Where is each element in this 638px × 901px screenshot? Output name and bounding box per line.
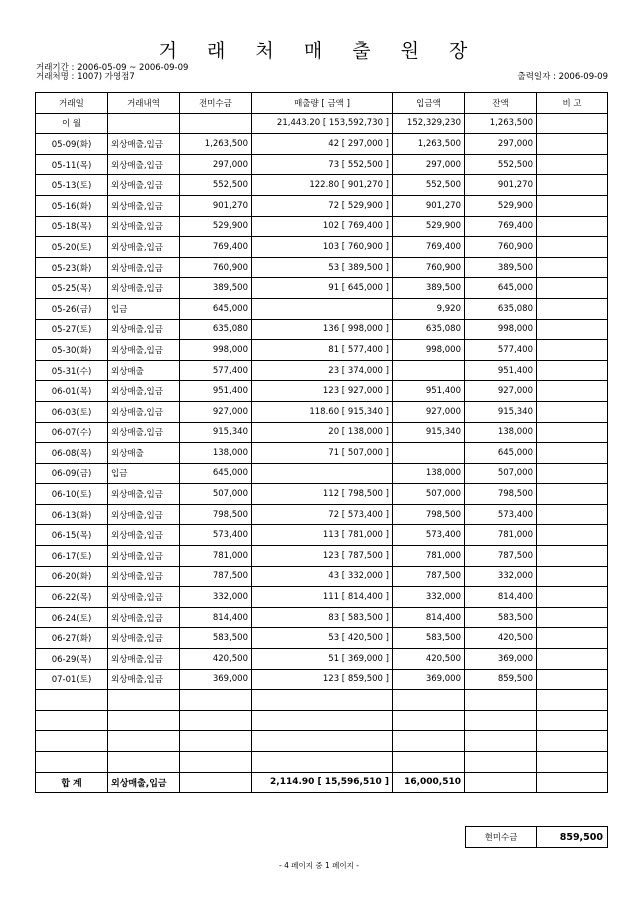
total-label: 합 계 <box>36 772 108 793</box>
row-date: 06-08(목) <box>36 443 108 464</box>
total-paid: 16,000,510 <box>393 772 465 793</box>
row-desc: 외상매출,입금 <box>108 546 180 567</box>
blank-row <box>36 690 608 711</box>
row-balance: 760,900 <box>465 237 537 258</box>
row-sales: 21,443.20 [ 153,592,730 ] <box>252 113 393 134</box>
row-prev <box>180 113 252 134</box>
total-row <box>36 772 608 793</box>
row-desc: 외상매출,입금 <box>108 669 180 690</box>
row-balance: 998,000 <box>465 319 537 340</box>
blank-cell <box>537 731 608 752</box>
header-paid: 입금액 <box>393 93 465 114</box>
row-paid: 901,270 <box>393 195 465 216</box>
row-date: 05-26(금) <box>36 298 108 319</box>
row-note <box>537 566 608 587</box>
row-desc: 외상매출,입금 <box>108 525 180 546</box>
table-row <box>36 669 608 690</box>
row-note <box>537 669 608 690</box>
row-date: 05-30(화) <box>36 340 108 361</box>
row-balance: 635,080 <box>465 298 537 319</box>
row-date: 06-13(화) <box>36 504 108 525</box>
row-prev: 583,500 <box>180 628 252 649</box>
blank-row <box>36 731 608 752</box>
row-sales: 51 [ 369,000 ] <box>252 649 393 670</box>
blank-cell <box>465 690 537 711</box>
row-desc: 외상매출 <box>108 443 180 464</box>
row-desc: 외상매출,입금 <box>108 649 180 670</box>
row-balance: 645,000 <box>465 278 537 299</box>
total-sales: 2,114.90 [ 15,596,510 ] <box>252 772 393 793</box>
row-paid: 297,000 <box>393 154 465 175</box>
row-sales: 81 [ 577,400 ] <box>252 340 393 361</box>
row-sales: 123 [ 927,000 ] <box>252 381 393 402</box>
row-desc: 외상매출,입금 <box>108 484 180 505</box>
row-prev: 787,500 <box>180 566 252 587</box>
header-balance: 잔액 <box>465 93 537 114</box>
table-row <box>36 566 608 587</box>
header-row <box>36 93 608 114</box>
blank-cell <box>465 731 537 752</box>
blank-cell <box>537 690 608 711</box>
row-paid: 138,000 <box>393 463 465 484</box>
blank-cell <box>180 752 252 773</box>
row-prev: 297,000 <box>180 154 252 175</box>
blank-cell <box>465 752 537 773</box>
row-date: 06-27(화) <box>36 628 108 649</box>
blank-cell <box>252 710 393 731</box>
header-note: 비 고 <box>537 93 608 114</box>
row-prev: 138,000 <box>180 443 252 464</box>
header-sales: 매출량 [ 금액 ] <box>252 93 393 114</box>
row-balance: 645,000 <box>465 443 537 464</box>
row-note <box>537 175 608 196</box>
row-note <box>537 257 608 278</box>
total-desc: 외상매출,입금 <box>108 772 180 793</box>
row-paid: 332,000 <box>393 587 465 608</box>
page-footer: - 4 페이지 중 1 페이지 - <box>279 861 359 870</box>
row-desc: 외상매출,입금 <box>108 504 180 525</box>
row-balance: 332,000 <box>465 566 537 587</box>
report-title: 거 래 처 매 출 원 장 <box>158 40 480 62</box>
row-paid: 769,400 <box>393 237 465 258</box>
row-paid: 635,080 <box>393 319 465 340</box>
row-paid: 927,000 <box>393 401 465 422</box>
row-date: 05-09(화) <box>36 134 108 155</box>
row-desc: 외상매출,입금 <box>108 587 180 608</box>
table-row <box>36 113 608 134</box>
row-note <box>537 195 608 216</box>
row-balance: 901,270 <box>465 175 537 196</box>
blank-cell <box>36 752 108 773</box>
row-sales: 103 [ 760,900 ] <box>252 237 393 258</box>
row-prev: 901,270 <box>180 195 252 216</box>
row-balance: 787,500 <box>465 546 537 567</box>
row-date: 05-11(목) <box>36 154 108 175</box>
row-prev: 332,000 <box>180 587 252 608</box>
row-desc: 외상매출,입금 <box>108 319 180 340</box>
row-balance: 369,000 <box>465 649 537 670</box>
row-balance: 577,400 <box>465 340 537 361</box>
row-date: 05-16(화) <box>36 195 108 216</box>
blank-cell <box>108 752 180 773</box>
row-note <box>537 463 608 484</box>
row-note <box>537 628 608 649</box>
row-prev: 389,500 <box>180 278 252 299</box>
row-date: 05-31(수) <box>36 360 108 381</box>
client-label: 거래처명 : 1007) 가영점7 <box>36 72 135 82</box>
row-paid: 760,900 <box>393 257 465 278</box>
row-prev: 781,000 <box>180 546 252 567</box>
row-sales: 123 [ 859,500 ] <box>252 669 393 690</box>
table-row <box>36 443 608 464</box>
row-balance: 552,500 <box>465 154 537 175</box>
row-date: 06-22(목) <box>36 587 108 608</box>
row-prev: 769,400 <box>180 237 252 258</box>
row-balance: 420,500 <box>465 628 537 649</box>
row-date: 05-27(토) <box>36 319 108 340</box>
table-row <box>36 546 608 567</box>
row-desc: 외상매출 <box>108 360 180 381</box>
row-prev: 798,500 <box>180 504 252 525</box>
row-balance: 297,000 <box>465 134 537 155</box>
row-date: 06-03(토) <box>36 401 108 422</box>
row-prev: 645,000 <box>180 298 252 319</box>
row-desc: 외상매출,입금 <box>108 257 180 278</box>
row-sales: 91 [ 645,000 ] <box>252 278 393 299</box>
row-paid: 1,263,500 <box>393 134 465 155</box>
blank-cell <box>465 710 537 731</box>
row-paid: 951,400 <box>393 381 465 402</box>
row-paid: 998,000 <box>393 340 465 361</box>
row-sales: 20 [ 138,000 ] <box>252 422 393 443</box>
row-date: 05-13(토) <box>36 175 108 196</box>
row-note <box>537 484 608 505</box>
row-desc <box>108 113 180 134</box>
row-date: 06-15(목) <box>36 525 108 546</box>
table-row <box>36 649 608 670</box>
row-balance: 859,500 <box>465 669 537 690</box>
row-note <box>537 525 608 546</box>
row-date: 06-01(목) <box>36 381 108 402</box>
row-sales: 53 [ 420,500 ] <box>252 628 393 649</box>
row-paid: 507,000 <box>393 484 465 505</box>
row-paid: 552,500 <box>393 175 465 196</box>
row-date: 05-20(토) <box>36 237 108 258</box>
row-paid: 529,900 <box>393 216 465 237</box>
row-note <box>537 587 608 608</box>
blank-cell <box>108 710 180 731</box>
table-row <box>36 360 608 381</box>
row-balance: 781,000 <box>465 525 537 546</box>
row-balance: 138,000 <box>465 422 537 443</box>
blank-cell <box>108 690 180 711</box>
blank-cell <box>393 752 465 773</box>
table-row <box>36 237 608 258</box>
row-paid: 389,500 <box>393 278 465 299</box>
row-note <box>537 113 608 134</box>
row-paid: 152,329,230 <box>393 113 465 134</box>
blank-cell <box>393 731 465 752</box>
row-note <box>537 216 608 237</box>
row-prev: 635,080 <box>180 319 252 340</box>
table-row <box>36 298 608 319</box>
row-date: 06-24(토) <box>36 607 108 628</box>
blank-cell <box>252 752 393 773</box>
row-balance: 389,500 <box>465 257 537 278</box>
row-balance: 529,900 <box>465 195 537 216</box>
row-sales: 71 [ 507,000 ] <box>252 443 393 464</box>
blank-cell <box>537 710 608 731</box>
table-row <box>36 278 608 299</box>
summary-label: 현미수금 <box>466 827 537 848</box>
table-row <box>36 134 608 155</box>
row-note <box>537 504 608 525</box>
row-note <box>537 422 608 443</box>
blank-cell <box>393 710 465 731</box>
row-desc: 외상매출,입금 <box>108 422 180 443</box>
row-date: 05-25(목) <box>36 278 108 299</box>
row-date: 06-29(목) <box>36 649 108 670</box>
row-sales: 53 [ 389,500 ] <box>252 257 393 278</box>
row-note <box>537 607 608 628</box>
row-prev: 552,500 <box>180 175 252 196</box>
row-desc: 외상매출,입금 <box>108 278 180 299</box>
row-desc: 외상매출,입금 <box>108 216 180 237</box>
row-date: 06-10(토) <box>36 484 108 505</box>
row-date: 06-20(화) <box>36 566 108 587</box>
row-paid: 420,500 <box>393 649 465 670</box>
blank-cell <box>36 690 108 711</box>
row-date: 06-17(토) <box>36 546 108 567</box>
row-sales: 123 [ 787,500 ] <box>252 546 393 567</box>
row-prev: 577,400 <box>180 360 252 381</box>
row-paid: 787,500 <box>393 566 465 587</box>
row-prev: 915,340 <box>180 422 252 443</box>
row-desc: 외상매출,입금 <box>108 237 180 258</box>
row-note <box>537 381 608 402</box>
row-sales: 43 [ 332,000 ] <box>252 566 393 587</box>
row-balance: 583,500 <box>465 607 537 628</box>
total-prev <box>180 772 252 793</box>
row-prev: 573,400 <box>180 525 252 546</box>
row-note <box>537 298 608 319</box>
ledger-table <box>35 92 608 793</box>
ledger-body <box>36 113 608 772</box>
row-sales: 122.80 [ 901,270 ] <box>252 175 393 196</box>
row-desc: 외상매출,입금 <box>108 134 180 155</box>
header-prev: 전미수금 <box>180 93 252 114</box>
table-row <box>36 216 608 237</box>
row-balance: 927,000 <box>465 381 537 402</box>
row-paid: 814,400 <box>393 607 465 628</box>
table-row <box>36 401 608 422</box>
row-prev: 507,000 <box>180 484 252 505</box>
row-note <box>537 319 608 340</box>
summary-box <box>465 826 608 848</box>
row-desc: 외상매출,입금 <box>108 175 180 196</box>
row-desc: 외상매출,입금 <box>108 628 180 649</box>
row-note <box>537 340 608 361</box>
row-date: 07-01(토) <box>36 669 108 690</box>
blank-cell <box>180 710 252 731</box>
row-date: 이 월 <box>36 113 108 134</box>
row-desc: 외상매출,입금 <box>108 154 180 175</box>
table-row <box>36 175 608 196</box>
table-row <box>36 504 608 525</box>
row-prev: 814,400 <box>180 607 252 628</box>
row-note <box>537 443 608 464</box>
blank-cell <box>36 710 108 731</box>
row-desc: 외상매출,입금 <box>108 566 180 587</box>
row-balance: 915,340 <box>465 401 537 422</box>
row-desc: 외상매출,입금 <box>108 195 180 216</box>
blank-row <box>36 752 608 773</box>
row-sales: 118.60 [ 915,340 ] <box>252 401 393 422</box>
row-desc: 외상매출,입금 <box>108 381 180 402</box>
row-balance: 507,000 <box>465 463 537 484</box>
row-note <box>537 649 608 670</box>
blank-cell <box>180 690 252 711</box>
table-row <box>36 340 608 361</box>
row-note <box>537 237 608 258</box>
table-row <box>36 628 608 649</box>
summary-value: 859,500 <box>537 827 608 848</box>
row-date: 05-23(화) <box>36 257 108 278</box>
row-sales: 136 [ 998,000 ] <box>252 319 393 340</box>
row-paid <box>393 360 465 381</box>
row-prev: 420,500 <box>180 649 252 670</box>
row-paid: 915,340 <box>393 422 465 443</box>
row-balance: 769,400 <box>465 216 537 237</box>
row-balance: 798,500 <box>465 484 537 505</box>
row-balance: 1,263,500 <box>465 113 537 134</box>
print-date-label: 출력일자 : 2006-09-09 <box>517 72 608 82</box>
row-paid: 781,000 <box>393 546 465 567</box>
row-date: 06-09(금) <box>36 463 108 484</box>
row-sales: 113 [ 781,000 ] <box>252 525 393 546</box>
table-row <box>36 587 608 608</box>
row-note <box>537 134 608 155</box>
row-paid: 798,500 <box>393 504 465 525</box>
blank-cell <box>36 731 108 752</box>
table-row <box>36 381 608 402</box>
blank-cell <box>252 731 393 752</box>
row-balance: 951,400 <box>465 360 537 381</box>
table-row <box>36 484 608 505</box>
period-label: 거래기간 : 2006-05-09 ~ 2006-09-09 <box>36 63 189 73</box>
row-sales: 23 [ 374,000 ] <box>252 360 393 381</box>
row-paid: 583,500 <box>393 628 465 649</box>
row-desc: 입금 <box>108 298 180 319</box>
row-paid: 9,920 <box>393 298 465 319</box>
table-row <box>36 319 608 340</box>
header-date: 거래일 <box>36 93 108 114</box>
blank-cell <box>180 731 252 752</box>
row-desc: 외상매출,입금 <box>108 340 180 361</box>
row-note <box>537 154 608 175</box>
blank-row <box>36 710 608 731</box>
row-paid: 369,000 <box>393 669 465 690</box>
row-sales: 102 [ 769,400 ] <box>252 216 393 237</box>
row-sales: 73 [ 552,500 ] <box>252 154 393 175</box>
row-sales: 112 [ 798,500 ] <box>252 484 393 505</box>
row-date: 06-07(수) <box>36 422 108 443</box>
table-row <box>36 607 608 628</box>
row-desc: 입금 <box>108 463 180 484</box>
row-note <box>537 546 608 567</box>
total-note <box>537 772 608 793</box>
blank-cell <box>537 752 608 773</box>
row-sales: 111 [ 814,400 ] <box>252 587 393 608</box>
row-sales: 72 [ 529,900 ] <box>252 195 393 216</box>
blank-cell <box>108 731 180 752</box>
total-balance <box>465 772 537 793</box>
row-prev: 760,900 <box>180 257 252 278</box>
table-row <box>36 154 608 175</box>
row-note <box>537 278 608 299</box>
row-sales: 83 [ 583,500 ] <box>252 607 393 628</box>
row-prev: 927,000 <box>180 401 252 422</box>
row-desc: 외상매출,입금 <box>108 401 180 422</box>
row-paid <box>393 443 465 464</box>
row-prev: 1,263,500 <box>180 134 252 155</box>
row-sales: 72 [ 573,400 ] <box>252 504 393 525</box>
header-desc: 거래내역 <box>108 93 180 114</box>
row-desc: 외상매출,입금 <box>108 607 180 628</box>
table-row <box>36 422 608 443</box>
row-prev: 645,000 <box>180 463 252 484</box>
row-note <box>537 401 608 422</box>
table-row <box>36 257 608 278</box>
table-row <box>36 195 608 216</box>
row-note <box>537 360 608 381</box>
row-prev: 369,000 <box>180 669 252 690</box>
row-paid: 573,400 <box>393 525 465 546</box>
blank-cell <box>252 690 393 711</box>
blank-cell <box>393 690 465 711</box>
row-date: 05-18(목) <box>36 216 108 237</box>
row-prev: 529,900 <box>180 216 252 237</box>
table-row <box>36 463 608 484</box>
table-row <box>36 525 608 546</box>
row-sales <box>252 298 393 319</box>
row-sales: 42 [ 297,000 ] <box>252 134 393 155</box>
row-prev: 951,400 <box>180 381 252 402</box>
row-prev: 998,000 <box>180 340 252 361</box>
row-balance: 814,400 <box>465 587 537 608</box>
row-sales <box>252 463 393 484</box>
row-balance: 573,400 <box>465 504 537 525</box>
